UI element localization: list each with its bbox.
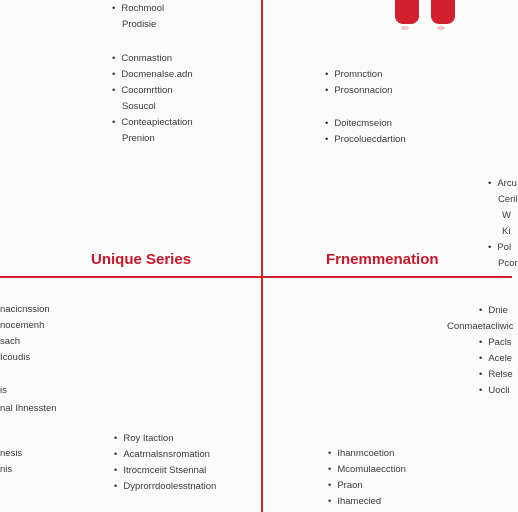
- list-item: • Dnie: [447, 303, 512, 319]
- top-right-group-2: [325, 116, 406, 148]
- list-item: • Rochmool: [112, 1, 164, 17]
- top-right-group-1: [325, 67, 392, 99]
- list-item: nal Ihnessten: [0, 403, 57, 414]
- list-item: • Acele: [447, 351, 512, 367]
- bottom-right-list: [328, 446, 406, 510]
- list-item: is: [0, 385, 7, 396]
- list-item: • Doitecmseion: [325, 116, 406, 132]
- list-item: • Relse: [447, 367, 512, 383]
- list-item: • Dyprorrdoolesstnation: [114, 479, 216, 495]
- list-item: • Acatrnalsnsromation: [114, 447, 216, 463]
- list-item: nacicnssion: [0, 304, 50, 315]
- list-item: • Pacls: [447, 335, 512, 351]
- bottom-left-edge-1: [0, 302, 50, 366]
- list-item: Prodisie: [122, 19, 157, 30]
- horizontal-divider: [0, 276, 512, 278]
- list-item: W: [502, 210, 511, 221]
- list-item: Icoudis: [0, 352, 31, 363]
- list-item: • Praon: [328, 478, 406, 494]
- list-item: • Cocomrttion: [112, 83, 193, 99]
- top-left-group-3: [112, 115, 193, 147]
- list-item: • Ihanmcoetion: [328, 446, 406, 462]
- top-right-edge-list: [488, 176, 518, 272]
- list-item: Sosucol: [122, 101, 156, 112]
- top-left-group-2: [112, 51, 193, 115]
- top-left-group-1: [112, 1, 164, 33]
- list-item: • Procoluecdartion: [325, 132, 406, 148]
- list-item: • Ihamecied: [328, 494, 406, 510]
- list-item: nesis: [0, 448, 23, 459]
- bottom-left-edge-3: [0, 446, 22, 478]
- red-tab-left: [395, 0, 419, 24]
- list-item: nocemenh: [0, 320, 45, 331]
- list-item: • Uocli: [447, 383, 512, 399]
- red-tab-right: [431, 0, 455, 24]
- vertical-divider: [261, 0, 263, 512]
- list-item: Ki: [502, 226, 511, 237]
- list-item: sach: [0, 336, 21, 347]
- bottom-left-list: [114, 431, 216, 495]
- list-item: • Roy Itaction: [114, 431, 216, 447]
- list-item: • Docmenalse.adn: [112, 67, 193, 83]
- list-item: Ceril: [498, 194, 518, 205]
- list-item: • Mcomulaecction: [328, 462, 406, 478]
- list-item: • Pol: [488, 240, 512, 256]
- bottom-right-edge-list: [447, 303, 512, 399]
- quadrant-title-top-right: Frnemmenation: [326, 251, 439, 268]
- list-item: Prenion: [122, 133, 155, 144]
- list-item: • Itrocmceiit Stsennal: [114, 463, 216, 479]
- list-item: • Conteapiectation: [112, 115, 193, 131]
- list-item: Pcor: [498, 258, 518, 269]
- quadrant-title-top-left: Unique Series: [91, 251, 192, 268]
- list-item: • Arcu: [488, 176, 512, 192]
- list-item: Conmaetacliwic: [447, 321, 514, 332]
- bottom-left-edge-2: [0, 383, 57, 417]
- list-item: • Conmastion: [112, 51, 193, 67]
- list-item: • Promnction: [325, 67, 392, 83]
- list-item: nis: [0, 464, 13, 475]
- list-item: • Prosonnacion: [325, 83, 392, 99]
